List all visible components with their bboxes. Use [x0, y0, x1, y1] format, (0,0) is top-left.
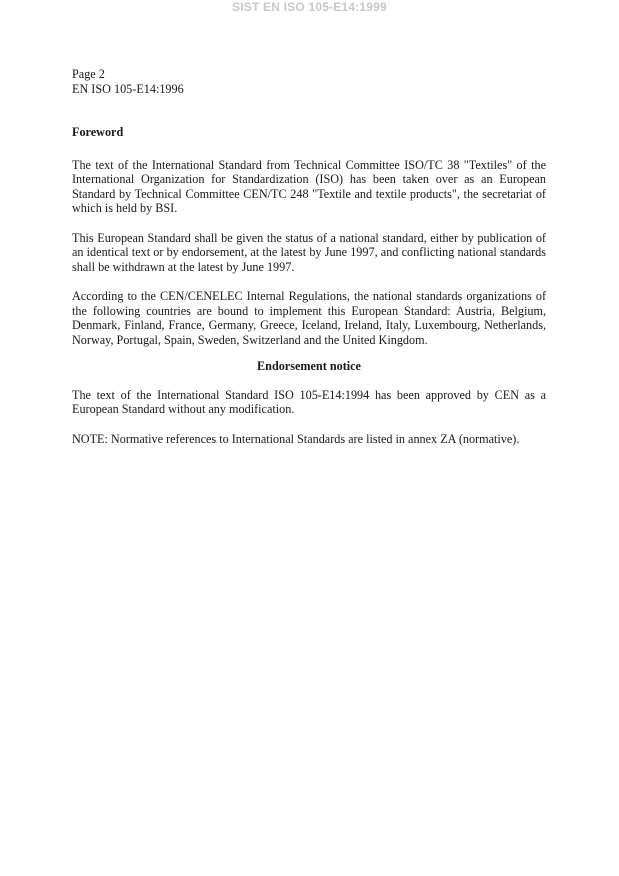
endorsement-heading: Endorsement notice [257, 359, 361, 373]
watermark: SIST EN ISO 105-E14:1999 [232, 0, 387, 14]
page-number: Page 2 [72, 67, 105, 81]
document-id: EN ISO 105-E14:1996 [72, 81, 184, 96]
document-page [72, 67, 546, 446]
endorsement-paragraph: The text of the International Standard ISO 105-E14:1994 has been approved by CEN as a European Standard without any modification. [72, 387, 546, 416]
foreword-paragraph-1: The text of the International Standard from Technical Committee ISO/TC 38 "Textiles" of the International Organization for Standardization (ISO) has been taken over as an European Standard by Technical Committee CEN/TC 248 "Textile and textile products", the secretariat of which is held by BSI. [72, 157, 546, 215]
normative-note: NOTE: Normative references to International Standards are listed in annex ZA (normative). [72, 431, 520, 446]
foreword-heading: Foreword [72, 125, 124, 139]
foreword-paragraph-3: According to the CEN/CENELEC Internal Regulations, the national standards organizations of the following countries are bound to implement this European Standard: Austria, Belgium, Denmark, Finland, France, Germany, Greece, Iceland, Ireland, Italy, Luxembourg, Netherlands, Norway, Portugal, Spain, Sweden, Switzerland and the United Kingdom. [72, 289, 546, 347]
foreword-paragraph-2: This European Standard shall be given the status of a national standard, either by publication of an identical text or by endorsement, at the latest by June 1997, and conflicting national standards shall be withdrawn at the latest by June 1997. [72, 230, 546, 274]
